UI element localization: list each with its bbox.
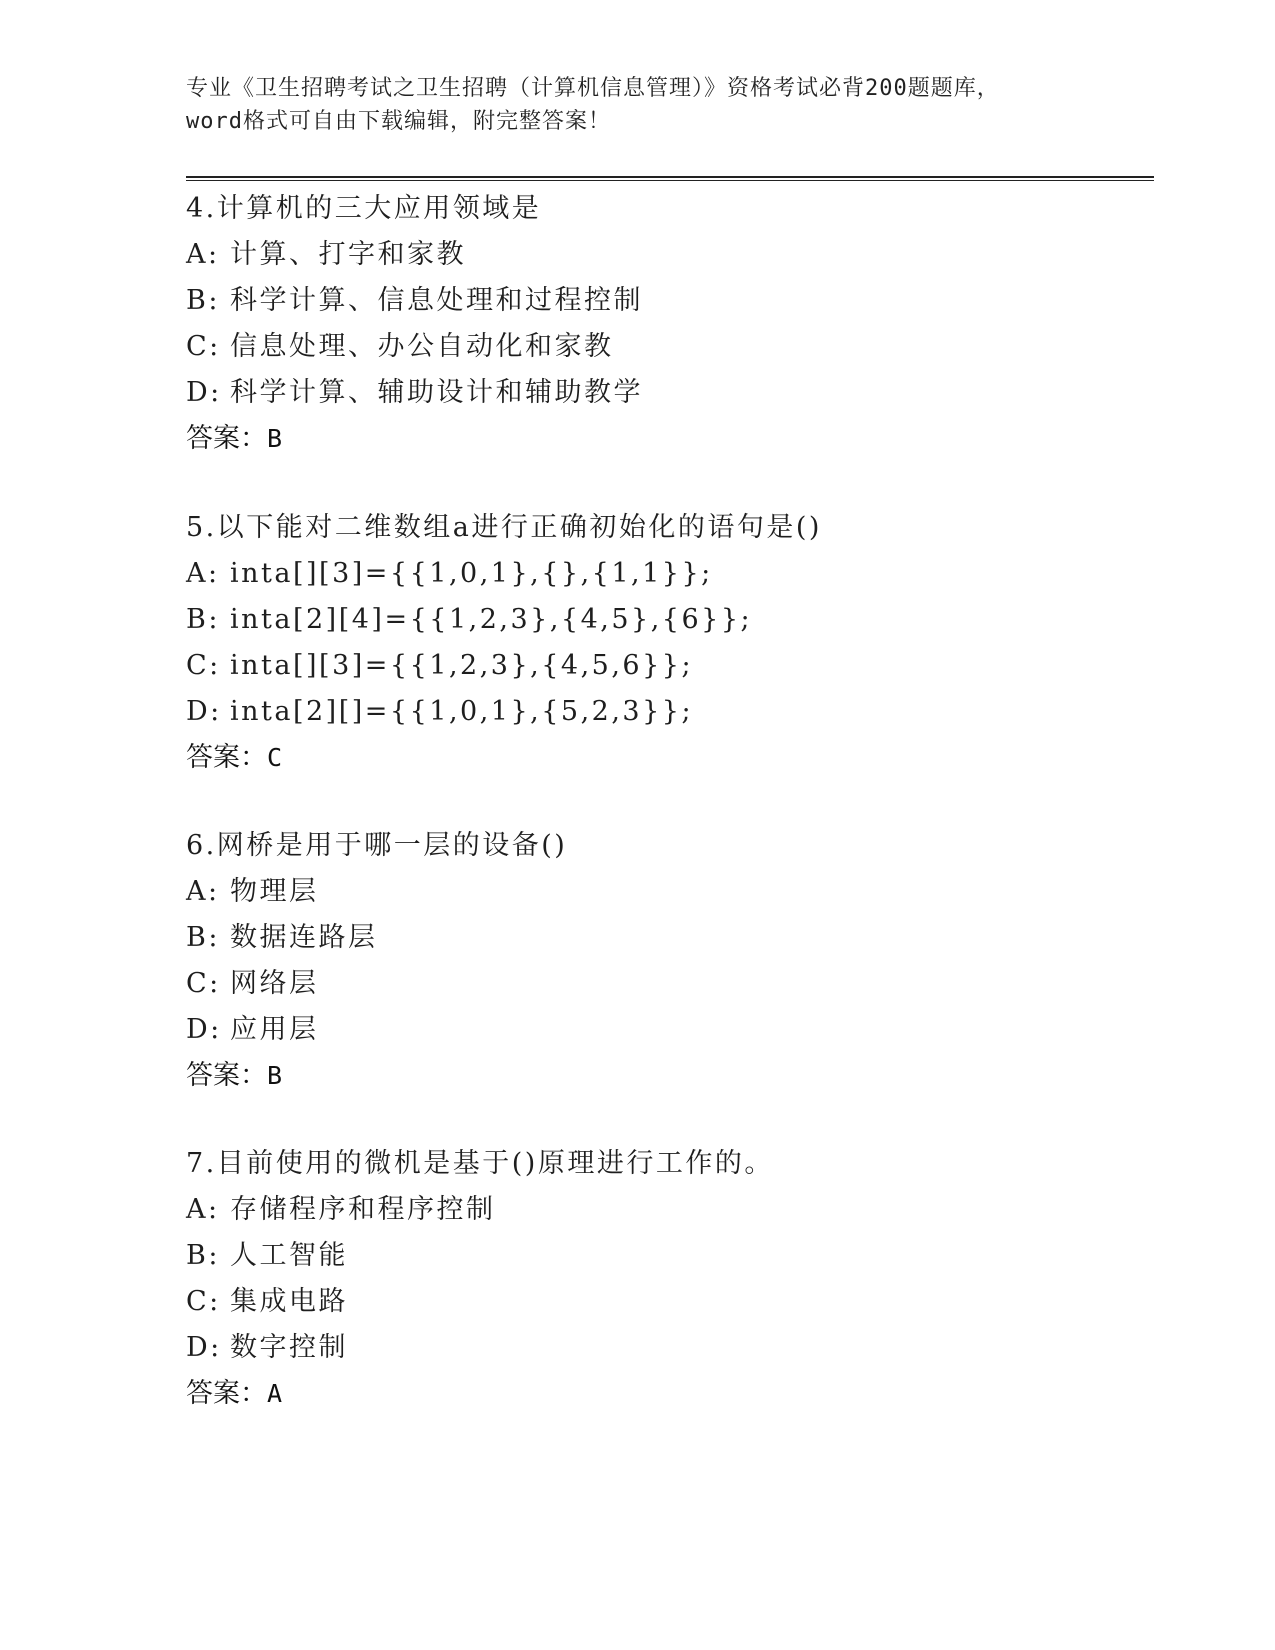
option-letter: D:	[186, 1014, 222, 1045]
answer-value: A	[267, 1379, 283, 1408]
option-text: inta[][3]={{1,0,1},{},{1,1}};	[230, 558, 713, 589]
option-d	[186, 689, 1086, 735]
option-d	[186, 1325, 1086, 1371]
answer-value: B	[267, 1061, 283, 1090]
answer-value: B	[267, 424, 283, 453]
option-c	[186, 643, 1086, 689]
answer-line	[186, 1053, 1086, 1099]
option-text: 科学计算、信息处理和过程控制	[230, 285, 643, 316]
option-letter: A:	[186, 239, 220, 270]
option-letter: D:	[186, 1332, 222, 1363]
option-letter: B:	[186, 604, 220, 635]
option-text: inta[2][4]={{1,2,3},{4,5},{6}};	[230, 604, 753, 635]
option-a	[186, 1187, 1086, 1233]
option-b	[186, 278, 1086, 324]
option-text: 集成电路	[230, 1286, 348, 1317]
option-a	[186, 869, 1086, 915]
question-stem: 4.计算机的三大应用领域是	[186, 193, 542, 224]
answer-line	[186, 1371, 1086, 1417]
question-block	[186, 186, 1086, 462]
option-letter: C:	[186, 650, 221, 681]
option-a	[186, 232, 1086, 278]
option-text: 数据连路层	[230, 922, 378, 953]
header-title-line-2: word格式可自由下载编辑，附完整答案！	[186, 109, 611, 134]
option-d	[186, 1007, 1086, 1053]
option-text: 科学计算、辅助设计和辅助教学	[230, 377, 643, 408]
answer-label: 答案：	[186, 1378, 267, 1409]
option-letter: C:	[186, 331, 221, 362]
option-text: 网络层	[230, 968, 319, 999]
question-block	[186, 505, 1086, 781]
option-letter: B:	[186, 1240, 220, 1271]
answer-label: 答案：	[186, 423, 267, 454]
answer-value: C	[267, 743, 283, 772]
option-text: 存储程序和程序控制	[230, 1194, 496, 1225]
option-letter: C:	[186, 968, 221, 999]
header-title-line-1: 专业《卫生招聘考试之卫生招聘（计算机信息管理）》资格考试必背200题题库，	[186, 76, 1000, 101]
answer-label: 答案：	[186, 1060, 267, 1091]
option-letter: A:	[186, 1194, 220, 1225]
question-block	[186, 1141, 1086, 1417]
answer-line	[186, 735, 1086, 781]
option-letter: B:	[186, 285, 220, 316]
option-letter: C:	[186, 1286, 221, 1317]
option-b	[186, 597, 1086, 643]
option-text: 信息处理、办公自动化和家教	[230, 331, 614, 362]
option-b	[186, 915, 1086, 961]
option-d	[186, 370, 1086, 416]
option-text: 物理层	[230, 876, 319, 907]
question-stem: 5.以下能对二维数组a进行正确初始化的语句是()	[186, 512, 822, 543]
document-header	[186, 72, 1086, 138]
option-letter: D:	[186, 696, 222, 727]
option-letter: A:	[186, 558, 220, 589]
option-text: inta[][3]={{1,2,3},{4,5,6}};	[230, 650, 694, 681]
question-stem: 6.网桥是用于哪一层的设备()	[186, 830, 568, 861]
answer-label: 答案：	[186, 742, 267, 773]
option-c	[186, 1279, 1086, 1325]
option-c	[186, 961, 1086, 1007]
header-divider	[186, 176, 1154, 181]
option-letter: D:	[186, 377, 222, 408]
answer-line	[186, 416, 1086, 462]
option-letter: A:	[186, 876, 220, 907]
question-stem: 7.目前使用的微机是基于()原理进行工作的。	[186, 1148, 774, 1179]
option-text: 应用层	[230, 1014, 319, 1045]
option-b	[186, 1233, 1086, 1279]
option-c	[186, 324, 1086, 370]
question-block	[186, 823, 1086, 1099]
option-letter: B:	[186, 922, 220, 953]
option-text: 计算、打字和家教	[230, 239, 466, 270]
option-text: 数字控制	[230, 1332, 348, 1363]
option-text: inta[2][]={{1,0,1},{5,2,3}};	[230, 696, 694, 727]
option-text: 人工智能	[230, 1240, 348, 1271]
option-a	[186, 551, 1086, 597]
